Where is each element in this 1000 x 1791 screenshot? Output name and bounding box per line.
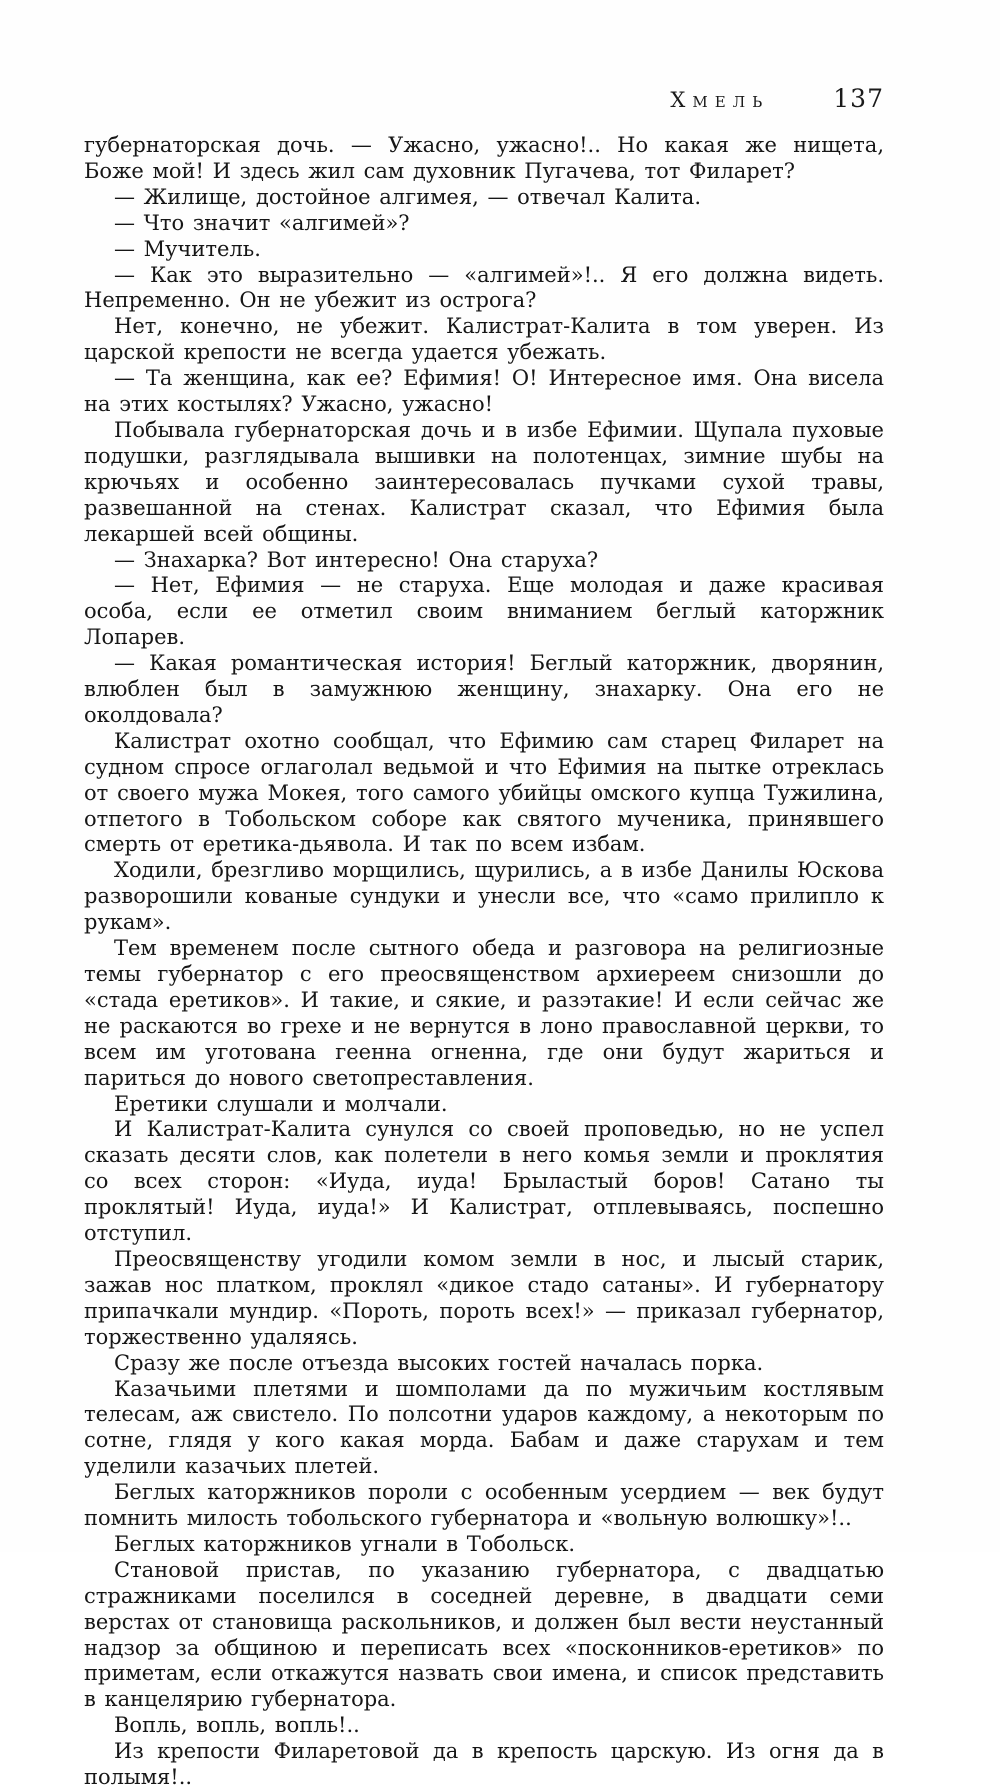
paragraph: — Знахарка? Вот интересно! Она старуха? bbox=[114, 547, 599, 572]
paragraph: — Как это выразительно — «алгимей»!.. Я его должна видеть. Непременно. Он не убежит из острога? bbox=[84, 262, 884, 313]
running-title: Хмель bbox=[670, 88, 770, 112]
paragraph: Ходили, брезгливо морщились, щурились, а в избе Данилы Юскова разворошили кованые сундуки и унесли все, что «само прилипло к рукам». bbox=[84, 858, 884, 935]
page-number: 137 bbox=[833, 84, 884, 113]
paragraph: — Что значит «алгимей»? bbox=[114, 210, 410, 235]
paragraph: Становой пристав, по указанию губернатора, с двадцатью стражниками поселился в соседней деревне, в двадцати семи верстах от становища раскольников, и должен был вести неустанный надзор за общиною и переписать всех «посконников-еретиков» по приметам, если откажутся назвать свои имена, и список представить в канцелярию губернатора. bbox=[84, 1557, 884, 1712]
paragraph: Еретики слушали и молчали. bbox=[114, 1091, 448, 1116]
text-block bbox=[84, 133, 884, 1791]
paragraph: Беглых каторжников угнали в Тобольск. bbox=[114, 1531, 576, 1556]
paragraph: И Калистрат-Калита сунулся со своей проповедью, но не успел сказать десяти слов, как полетели в него комья земли и проклятия со всех сторон: «Иуда, иуда! Брыластый боров! Сатано ты проклятый! Иуда, иуда!» И Калистрат, отплевываясь, поспешно отступил. bbox=[84, 1117, 884, 1246]
paragraph: Вопль, вопль, вопль!.. bbox=[114, 1713, 360, 1738]
paragraph: Преосвященству угодили комом земли в нос, и лысый старик, зажав нос платком, проклял «дикое стадо сатаны». И губернатору припачкали мундир. «Пороть, пороть всех!» — приказал губернатор, торжественно удаляясь. bbox=[84, 1246, 884, 1349]
paragraph: — Мучитель. bbox=[114, 236, 261, 261]
paragraph: — Та женщина, как ее? Ефимия! О! Интересное имя. Она висела на этих костылях? Ужасно, ужасно! bbox=[84, 366, 884, 417]
page-header bbox=[84, 84, 884, 113]
paragraph: Побывала губернаторская дочь и в избе Ефимии. Щупала пуховые подушки, разглядывала вышивки на полотенцах, зимние шубы на крючьях и особенно заинтересовалась пучками сухой травы, развешанной на стенах. Калистрат сказал, что Ефимия была лекаршей всей общины. bbox=[84, 417, 884, 546]
paragraph: Сразу же после отъезда высоких гостей началась порка. bbox=[114, 1350, 764, 1375]
paragraph: Казачьими плетями и шомполами да по мужичьим костлявым телесам, аж свистело. По полсотни ударов каждому, а некоторым по сотне, глядя у кого какая морда. Бабам и даже старухам и тем уделили казачьих плетей. bbox=[84, 1376, 884, 1479]
paragraph: — Жилище, достойное алгимея, — отвечал Калита. bbox=[114, 184, 701, 209]
paragraph: губернаторская дочь. — Ужасно, ужасно!.. Но какая же нищета, Боже мой! И здесь жил сам духовник Пугачева, тот Филарет? bbox=[84, 133, 884, 183]
paragraph: Из крепости Филаретовой да в крепость царскую. Из огня да в полымя!.. bbox=[84, 1739, 884, 1790]
paragraph: Беглых каторжников пороли с особенным усердием — век будут помнить милость тобольского губернатора и «вольную волюшку»!.. bbox=[84, 1480, 884, 1531]
paragraph: Нет, конечно, не убежит. Калистрат-Калита в том уверен. Из царской крепости не всегда удается убежать. bbox=[84, 314, 884, 365]
paragraph: — Какая романтическая история! Беглый каторжник, дворянин, влюблен был в замужнюю женщину, знахарку. Она его не околдовала? bbox=[84, 651, 884, 727]
paragraph: — Нет, Ефимия — не старуха. Еще молодая и даже красивая особа, если ее отметил своим вниманием беглый каторжник Лопарев. bbox=[84, 573, 884, 650]
paragraph: Тем временем после сытного обеда и разговора на религиозные темы губернатор с его преосвященством архиереем снизошли до «стада еретиков». И такие, и сякие, и разэтакие! И если сейчас же не раскаются во грехе и не вернутся в лоно православной церкви, то всем им уготована геенна огненна, где они будут жариться и париться до нового светопреставления. bbox=[84, 936, 884, 1090]
paragraph: Калистрат охотно сообщал, что Ефимию сам старец Филарет на судном спросе оглаголал ведьмой и что Ефимия на пытке отреклась от своего мужа Мокея, того самого убийцы омского купца Тужилина, отпетого в Тобольском соборе как святого мученика, принявшего смерть от еретика-дьявола. И так по всем избам. bbox=[84, 728, 884, 857]
